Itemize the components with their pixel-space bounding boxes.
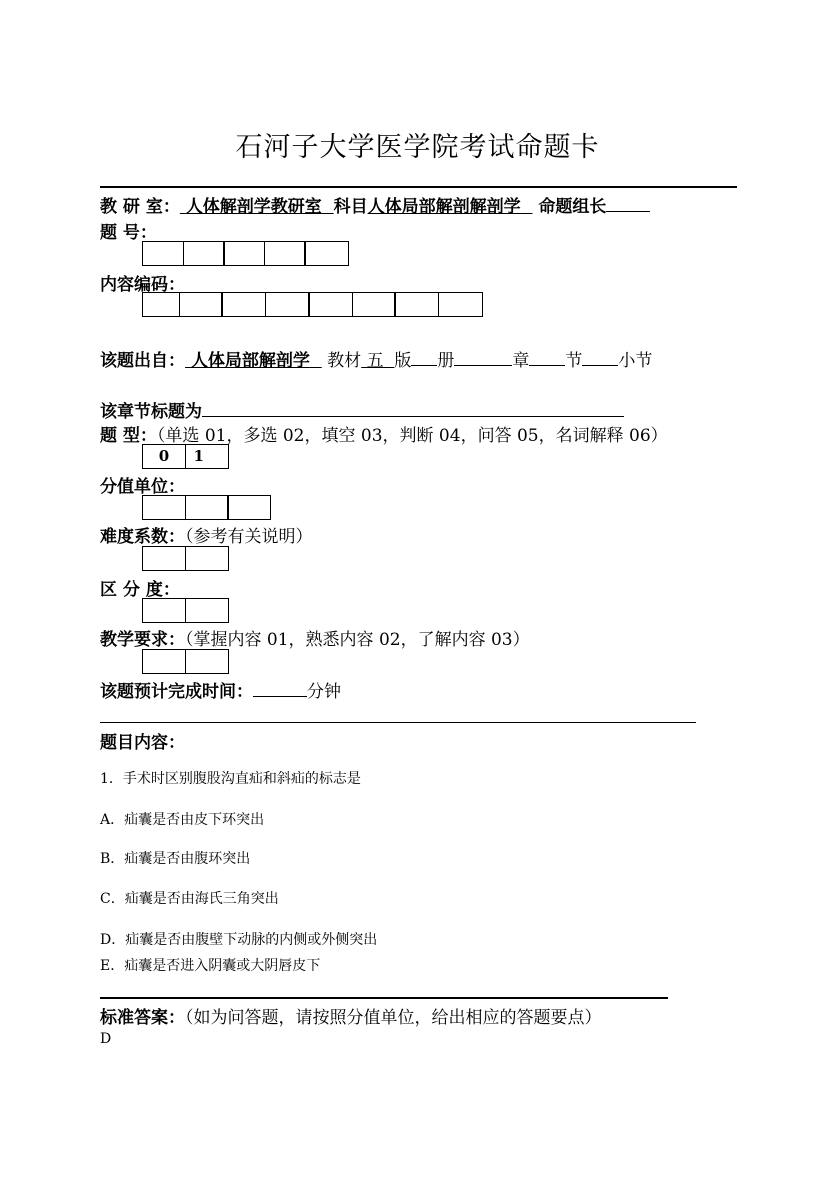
difficulty-row <box>100 522 313 547</box>
code-box <box>179 292 223 317</box>
teaching-box <box>185 649 229 674</box>
qtype-digit: 0 <box>142 444 186 469</box>
qnum-box <box>304 241 349 266</box>
score-box <box>227 495 271 520</box>
discrimination-label: 区 分 度： <box>100 580 180 600</box>
qnum-box <box>142 241 184 266</box>
time-blank <box>253 680 307 697</box>
volume-blank <box>411 349 437 366</box>
time-label: 该题预计完成时间： <box>100 682 253 702</box>
question-number-boxes <box>142 241 349 266</box>
qtype-digit: 1 <box>185 444 229 469</box>
code-box <box>308 292 353 317</box>
qtype-boxes <box>142 444 229 469</box>
header-row <box>100 192 650 217</box>
subject-label: 科目 <box>333 197 368 217</box>
option-c: C．疝囊是否由海氏三角突出 <box>100 891 279 907</box>
answer-value: D <box>100 1031 112 1047</box>
score-unit-label: 分值单位： <box>100 477 185 497</box>
edition-value: 五 <box>366 351 384 371</box>
teaching-row <box>100 625 530 650</box>
difficulty-note: （参考有关说明） <box>185 527 313 547</box>
section-unit: 节 <box>565 351 583 371</box>
qtype-row <box>100 421 668 446</box>
content-label: 题目内容： <box>100 733 185 753</box>
code-box <box>352 292 396 317</box>
code-box <box>221 292 266 317</box>
chapter-title-blank <box>202 400 624 417</box>
chapter-blank <box>454 349 512 366</box>
dept-value: 人体解剖学教研室 <box>185 197 322 217</box>
subsection-blank <box>582 349 618 366</box>
code-box <box>438 292 483 317</box>
chapter-title-label: 该章节标题为 <box>100 402 202 422</box>
score-unit-boxes <box>142 495 271 520</box>
discrimination-box <box>142 598 186 623</box>
question-text: 1．手术时区别腹股沟直疝和斜疝的标志是 <box>100 771 361 787</box>
option-d: D．疝囊是否由腹壁下动脉的内侧或外侧突出 <box>100 932 378 948</box>
option-a: A．疝囊是否由皮下环突出 <box>100 812 265 828</box>
source-row <box>100 346 652 371</box>
page-title: 石河子大学医学院考试命题卡 <box>235 132 600 163</box>
chapter-unit: 章 <box>512 351 530 371</box>
dept-label: 教 研 室： <box>100 197 180 217</box>
qnum-box <box>264 241 306 266</box>
volume-unit: 册 <box>437 351 455 371</box>
header-top-rule <box>100 186 737 188</box>
chapter-title-row <box>100 397 624 422</box>
leader-blank <box>606 195 650 212</box>
discrimination-boxes <box>142 598 229 623</box>
teaching-boxes <box>142 649 229 674</box>
source-book: 人体局部解剖学 <box>190 351 310 371</box>
code-box <box>265 292 310 317</box>
score-box <box>185 495 229 520</box>
qnum-box <box>223 241 265 266</box>
code-box <box>142 292 180 317</box>
difficulty-box <box>142 546 186 571</box>
subject-value: 人体局部解剖解剖学 <box>367 197 521 217</box>
answer-label: 标准答案： <box>100 1008 185 1028</box>
qtype-label: 题 型： <box>100 426 157 446</box>
section-blank <box>529 349 565 366</box>
code-box <box>394 292 439 317</box>
content-rule <box>100 722 696 723</box>
qnum-box <box>183 241 225 266</box>
score-box <box>142 495 186 520</box>
edition-unit: 版 <box>394 351 412 371</box>
time-unit: 分钟 <box>307 682 341 702</box>
teaching-label: 教学要求： <box>100 630 185 650</box>
qtype-note: （单选 01，多选 02，填空 03，判断 04，问答 05，名词解释 06） <box>156 426 668 446</box>
content-code-label: 内容编码： <box>100 275 185 295</box>
option-b: B．疝囊是否由腹环突出 <box>100 851 251 867</box>
option-e: E．疝囊是否进入阴囊或大阴唇皮下 <box>100 958 321 974</box>
subsection-unit: 小节 <box>618 351 653 371</box>
leader-label: 命题组长 <box>538 197 607 217</box>
question-number-label: 题 号： <box>100 223 157 243</box>
textbook-label: 教材 <box>327 351 362 371</box>
answer-rule <box>100 997 668 999</box>
difficulty-label: 难度系数： <box>100 527 185 547</box>
answer-note: （如为问答题，请按照分值单位，给出相应的答题要点） <box>185 1008 602 1028</box>
difficulty-box <box>185 546 229 571</box>
content-code-boxes <box>142 292 483 317</box>
discrimination-box <box>185 598 229 623</box>
source-label: 该题出自： <box>100 351 185 371</box>
teaching-note: （掌握内容 01，熟悉内容 02，了解内容 03） <box>185 630 530 650</box>
answer-row <box>100 1003 602 1028</box>
time-row <box>100 677 341 702</box>
teaching-box <box>142 649 186 674</box>
difficulty-boxes <box>142 546 229 571</box>
